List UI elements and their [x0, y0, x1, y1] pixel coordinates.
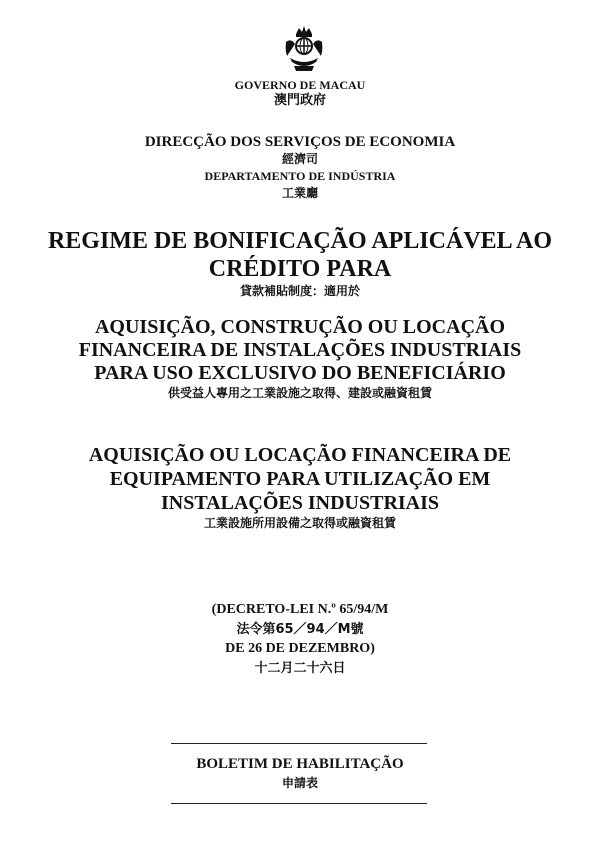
- section2-line1: AQUISIÇÃO OU LOCAÇÃO FINANCEIRA DE: [88, 444, 512, 466]
- decree-line1: (DECRETO-LEI N.º 65/94/M: [211, 602, 389, 617]
- divider-bottom: [171, 803, 427, 804]
- macau-coat-of-arms-icon: [282, 24, 326, 74]
- decree-cn2: 十二月二十六日: [254, 661, 346, 676]
- application-form-title: [0, 754, 600, 792]
- decree-cn1: 法令第65／94／M號: [236, 622, 364, 637]
- directorate-name-cn: 經濟司: [281, 152, 318, 166]
- regime-title-cn: 貸款補貼制度：適用於: [239, 284, 360, 298]
- form-title-cn: 申請表: [281, 776, 318, 790]
- section1-line3: PARA USO EXCLUSIVO DO BENEFICIÁRIO: [94, 362, 506, 384]
- government-header: [0, 78, 600, 110]
- divider-top: [171, 743, 427, 744]
- section1-line2: FINANCEIRA DE INSTALAÇÕES INDUSTRIAIS: [78, 339, 522, 361]
- government-name: GOVERNO DE MACAU: [234, 78, 366, 92]
- regime-title: [0, 227, 600, 299]
- decree-line2: DE 26 DE DEZEMBRO): [225, 641, 375, 656]
- section2-line3: INSTALAÇÕES INDUSTRIAIS: [160, 492, 440, 514]
- decree-reference: [0, 600, 600, 678]
- regime-title-line1: REGIME DE BONIFICAÇÃO APLICÁVEL AO: [47, 228, 553, 254]
- department-name: DEPARTAMENTO DE INDÚSTRIA: [204, 169, 396, 183]
- directorate-block: [0, 133, 600, 202]
- regime-title-line2: CRÉDITO PARA: [208, 256, 392, 282]
- government-name-cn: 澳門政府: [273, 93, 326, 108]
- section-equipment: [0, 443, 600, 531]
- section1-line1: AQUISIÇÃO, CONSTRUÇÃO OU LOCAÇÃO: [94, 316, 506, 338]
- department-name-cn: 工業廳: [281, 186, 318, 200]
- section2-cn: 工業設施所用設備之取得或融資租賃: [203, 516, 396, 530]
- section-installations: [0, 316, 600, 401]
- directorate-name: DIRECÇÃO DOS SERVIÇOS DE ECONOMIA: [144, 134, 456, 150]
- form-title: BOLETIM DE HABILITAÇÃO: [196, 756, 404, 772]
- section2-line2: EQUIPAMENTO PARA UTILIZAÇÃO EM: [109, 468, 491, 490]
- section1-cn: 供受益人專用之工業設施之取得、建設或融資租賃: [167, 386, 432, 400]
